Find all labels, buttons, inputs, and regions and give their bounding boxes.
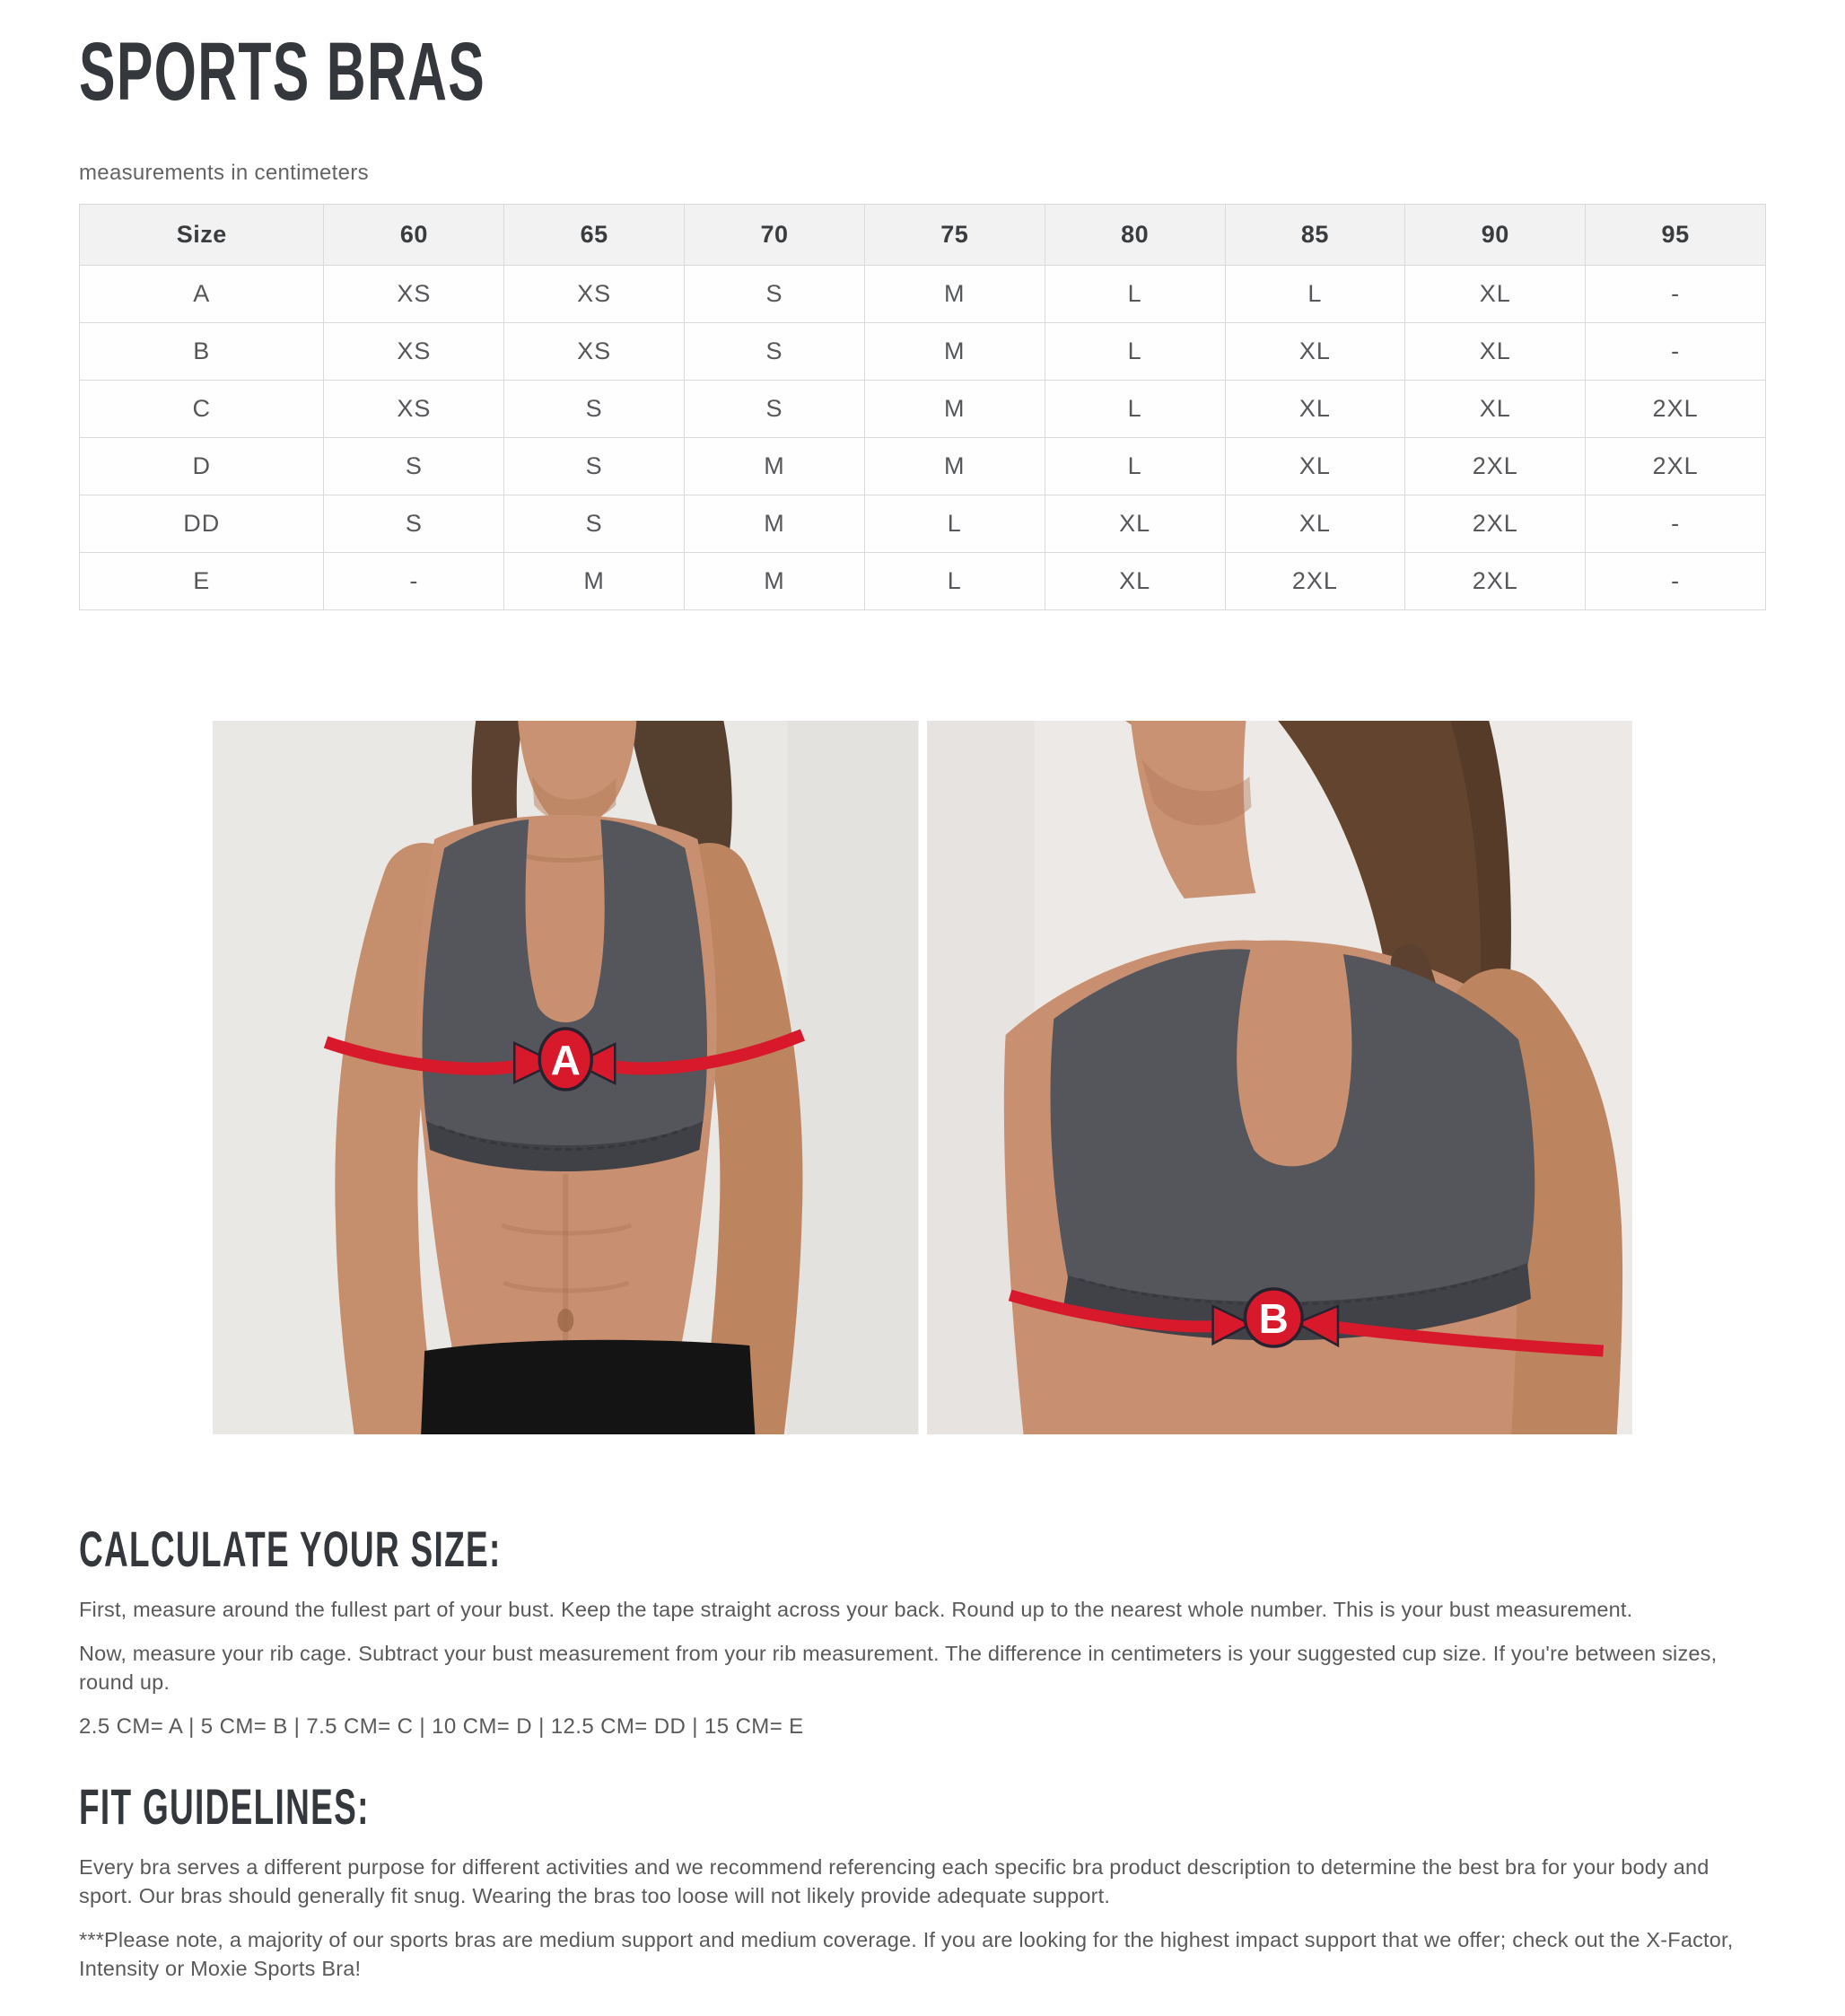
size-table-row	[80, 323, 1766, 381]
measurement-photos	[213, 721, 1632, 1434]
band-column-header: 60	[324, 205, 504, 266]
cup-size-cell: B	[80, 323, 324, 381]
cup-size-cell: C	[80, 381, 324, 438]
size-value-cell: XL	[1225, 323, 1405, 381]
size-table-row	[80, 495, 1766, 553]
size-value-cell: -	[324, 553, 504, 610]
band-column-header: 80	[1045, 205, 1225, 266]
size-value-cell: S	[685, 266, 865, 323]
size-value-cell: 2XL	[1586, 438, 1766, 495]
navel	[557, 1309, 573, 1332]
size-value-cell: L	[1045, 381, 1225, 438]
page-title-text: SPORTS BRAS	[79, 26, 486, 118]
size-value-cell: M	[864, 266, 1045, 323]
ribcage-measurement-photo	[927, 721, 1633, 1434]
size-table-header-row	[80, 205, 1766, 266]
size-value-cell: 2XL	[1405, 553, 1586, 610]
calculate-paragraph-2: Now, measure your rib cage. Subtract your bust measurement from your rib measurement. The difference in centimeters is your suggested cup size. If you're between sizes, round up.	[79, 1641, 1718, 1694]
bust-measurement-illustration	[213, 721, 919, 1434]
units-note: measurements in centimeters	[79, 161, 369, 185]
size-value-cell: XL	[1405, 381, 1586, 438]
size-table-row	[80, 553, 1766, 610]
size-value-cell: M	[864, 381, 1045, 438]
band-column-header: 75	[864, 205, 1045, 266]
size-value-cell: S	[324, 438, 504, 495]
size-value-cell: XS	[324, 381, 504, 438]
size-value-cell: 2XL	[1586, 381, 1766, 438]
size-table-row	[80, 381, 1766, 438]
cup-size-cell: DD	[80, 495, 324, 553]
size-value-cell: S	[685, 323, 865, 381]
band-column-header: 70	[685, 205, 865, 266]
size-chart-table	[79, 204, 1766, 610]
size-value-cell: XL	[1045, 495, 1225, 553]
size-value-cell: S	[324, 495, 504, 553]
bust-measurement-photo	[213, 721, 919, 1434]
size-value-cell: S	[504, 381, 685, 438]
cup-size-cell: A	[80, 266, 324, 323]
size-column-header: Size	[80, 205, 324, 266]
size-value-cell: L	[864, 495, 1045, 553]
cup-size-formula: 2.5 CM= A | 5 CM= B | 7.5 CM= C | 10 CM= D | 12.5 CM= DD | 15 CM= E	[79, 1714, 804, 1739]
size-value-cell: L	[1045, 323, 1225, 381]
size-value-cell: L	[1045, 266, 1225, 323]
fit-paragraph-2: ***Please note, a majority of our sports bras are medium support and medium coverage. If you are looking for the highest impact support that we offer; check out the X-Factor, Intensity or Moxie Sports Bra!	[79, 1928, 1734, 1981]
size-value-cell: XL	[1225, 381, 1405, 438]
size-value-cell: 2XL	[1225, 553, 1405, 610]
size-value-cell: XL	[1225, 495, 1405, 553]
band-column-header: 95	[1586, 205, 1766, 266]
size-value-cell: M	[504, 553, 685, 610]
size-value-cell: S	[504, 438, 685, 495]
size-value-cell: XL	[1225, 438, 1405, 495]
size-value-cell: L	[1225, 266, 1405, 323]
size-value-cell: L	[1045, 438, 1225, 495]
calculate-size-heading: CALCULATE YOUR SIZE:	[79, 1521, 502, 1577]
band-column-header: 85	[1225, 205, 1405, 266]
band-column-header: 65	[504, 205, 685, 266]
size-value-cell: L	[864, 553, 1045, 610]
size-value-cell: XS	[324, 266, 504, 323]
size-value-cell: -	[1586, 553, 1766, 610]
fit-paragraph-1: Every bra serves a different purpose for different activities and we recommend referencing each specific bra product description to determine the best bra for your body and sport. Our bras should generally fit snug. Wearing the bras too loose will not likely provide adequate support.	[79, 1855, 1709, 1908]
fit-guidelines-heading: FIT GUIDELINES:	[79, 1778, 370, 1836]
size-value-cell: XL	[1405, 266, 1586, 323]
size-value-cell: -	[1586, 495, 1766, 553]
size-value-cell: XS	[504, 323, 685, 381]
shorts	[421, 1340, 755, 1434]
size-value-cell: M	[685, 438, 865, 495]
page-title	[79, 25, 1766, 119]
size-value-cell: XS	[324, 323, 504, 381]
size-value-cell: XL	[1045, 553, 1225, 610]
size-value-cell: -	[1586, 323, 1766, 381]
cup-size-cell: E	[80, 553, 324, 610]
rib-label-text: B	[1258, 1294, 1289, 1343]
size-table-row	[80, 438, 1766, 495]
size-table-row	[80, 266, 1766, 323]
size-value-cell: -	[1586, 266, 1766, 323]
size-value-cell: XL	[1405, 323, 1586, 381]
calculate-paragraph-1: First, measure around the fullest part of your bust. Keep the tape straight across your back. Round up to the nearest whole number. This is your bust measurement.	[79, 1598, 1633, 1621]
size-value-cell: 2XL	[1405, 438, 1586, 495]
size-value-cell: XS	[504, 266, 685, 323]
size-value-cell: M	[864, 323, 1045, 381]
size-value-cell: S	[685, 381, 865, 438]
size-value-cell: M	[685, 553, 865, 610]
band-column-header: 90	[1405, 205, 1586, 266]
ribcage-measurement-illustration	[927, 721, 1633, 1434]
size-value-cell: 2XL	[1405, 495, 1586, 553]
size-value-cell: M	[685, 495, 865, 553]
size-value-cell: S	[504, 495, 685, 553]
cup-size-cell: D	[80, 438, 324, 495]
left-arm	[376, 884, 424, 1434]
bust-label-text: A	[550, 1037, 581, 1083]
size-value-cell: M	[864, 438, 1045, 495]
